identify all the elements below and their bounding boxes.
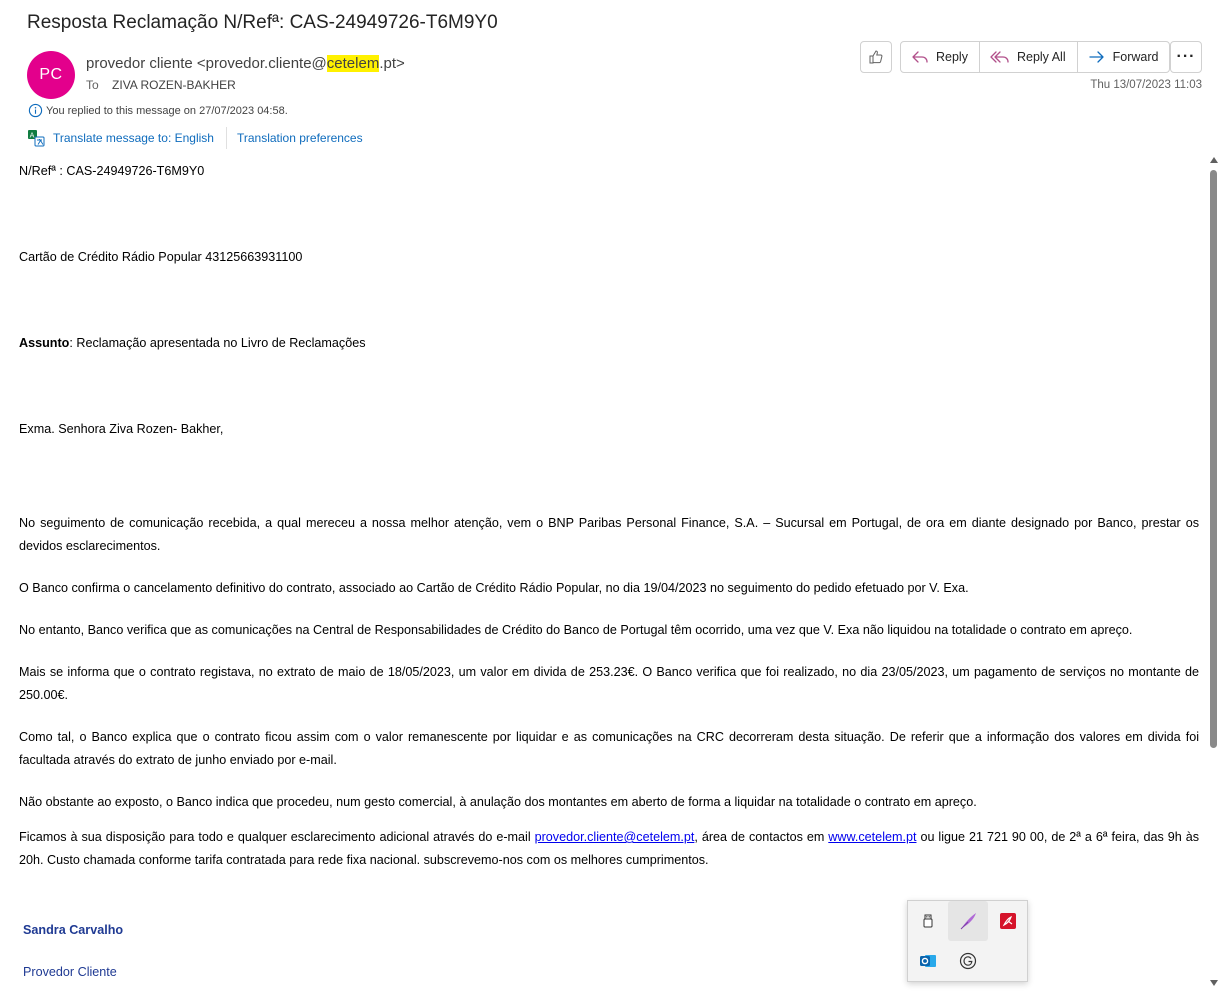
message-actions	[900, 41, 1170, 73]
paragraph: O Banco confirma o cancelamento definitivo do contrato, associado ao Cartão de Crédito Rádio Popular, no dia 19/04/2023 no seguimento do pedido efetuado por V. Exa.	[19, 581, 969, 595]
sender-address[interactable]	[86, 55, 405, 72]
forward-arrow-icon	[1088, 49, 1106, 65]
to-label: To	[86, 78, 99, 92]
usb-drive-icon[interactable]	[908, 901, 948, 941]
scroll-up-icon[interactable]	[1210, 157, 1218, 163]
reply-label: Reply	[936, 50, 968, 64]
forward-label: Forward	[1112, 50, 1159, 64]
signature-title: Provedor Cliente	[23, 965, 117, 979]
reference-line: N/Refª : CAS-24949726-T6M9Y0	[19, 164, 205, 178]
translation-bar	[27, 127, 363, 149]
subject-label: Assunto	[19, 336, 70, 350]
translate-icon	[27, 129, 45, 147]
reply-all-button[interactable]	[979, 42, 1077, 72]
paragraph: No seguimento de comunicação recebida, a qual mereceu a nossa melhor atenção, vem o BNP Paribas Personal Finance, S.A. – Sucursal em Portugal, de ora em diante designado por Banco, prestar os devidos esclarecimentos.	[19, 516, 1199, 553]
recipient-name[interactable]: ZIVA ROZEN-BAKHER	[112, 78, 236, 92]
received-date: Thu 13/07/2023 11:03	[1090, 79, 1202, 91]
contact-paragraph	[19, 826, 1199, 872]
replied-notice-text: You replied to this message on 27/07/2023 04:58.	[46, 104, 288, 117]
thumbs-up-icon	[868, 49, 884, 65]
tray-overflow-popup	[907, 900, 1028, 982]
forward-button[interactable]	[1077, 42, 1170, 72]
vertical-scrollbar[interactable]	[1207, 152, 1219, 991]
reply-all-icon	[990, 49, 1010, 65]
website-link[interactable]: www.cetelem.pt	[828, 830, 917, 844]
reply-icon	[911, 49, 929, 65]
email-body	[19, 160, 1199, 984]
more-actions-button[interactable]: ···	[1170, 41, 1202, 73]
paragraph: Como tal, o Banco explica que o contrato ficou assim com o valor remanescente por liquidar e as comunicações na CRC decorreram desta situação. De referir que a informação dos valores em divida foi facultada através do extrato de junho enviado por e-mail.	[19, 730, 1199, 767]
recipient-line	[86, 78, 236, 92]
translation-divider	[226, 127, 227, 149]
paragraph: Mais se informa que o contrato registava, no extrato de maio de 18/05/2023, um valor em divida de 253.23€. O Banco verifica que foi realizado, no dia 23/05/2023, um pagamento de serviços no montante de 250.00€.	[19, 665, 1199, 702]
translation-preferences-link[interactable]: Translation preferences	[236, 131, 363, 145]
replied-notice	[28, 103, 288, 118]
greeting: Exma. Senhora Ziva Rozen- Bakher,	[19, 422, 224, 436]
reply-all-label: Reply All	[1016, 50, 1066, 64]
scroll-thumb[interactable]	[1210, 170, 1217, 748]
outlook-icon[interactable]	[908, 941, 948, 981]
provider-email-link[interactable]: provedor.cliente@cetelem.pt	[534, 830, 695, 844]
pdf-reader-icon[interactable]	[988, 901, 1028, 941]
reply-button[interactable]	[901, 42, 979, 72]
grammarly-icon[interactable]	[948, 941, 988, 981]
svg-text:A: A	[29, 131, 35, 140]
contact-text: Ficamos à sua disposição para todo e qualquer esclarecimento adicional através do e-mail	[19, 830, 535, 844]
like-button[interactable]	[860, 41, 892, 73]
sender-address-prefix: provedor cliente <provedor.cliente@	[86, 55, 327, 72]
subject-text: : Reclamação apresentada no Livro de Reclamações	[69, 336, 366, 350]
sender-address-highlight: cetelem	[326, 55, 380, 72]
scroll-down-icon[interactable]	[1210, 980, 1218, 986]
subject-line	[19, 332, 1199, 355]
translate-message-link[interactable]: Translate message to: English	[53, 131, 214, 145]
sender-avatar[interactable]: PC	[27, 51, 75, 99]
email-subject: Resposta Reclamação N/Refª: CAS-24949726-T6M9Y0	[27, 12, 498, 33]
info-icon	[28, 103, 43, 118]
paragraph: No entanto, Banco verifica que as comunicações na Central de Responsabilidades de Crédito do Banco de Portugal têm ocorrido, uma vez que V. Exa não liquidou na totalidade o contrato em apreço.	[19, 623, 1133, 637]
card-line: Cartão de Crédito Rádio Popular 43125663931100	[19, 250, 303, 264]
feather-pen-icon[interactable]	[948, 901, 988, 941]
paragraph: Não obstante ao exposto, o Banco indica que procedeu, num gesto comercial, à anulação dos montantes em aberto de forma a liquidar na totalidade o contrato em apreço.	[19, 795, 977, 809]
sender-address-suffix: .pt>	[379, 55, 405, 72]
contact-text: , área de contactos em	[694, 830, 829, 844]
signature-name-text: Sandra Carvalho	[23, 923, 124, 937]
contact-text: ou ligue 21 721 90 00, de 2ª a 6ª feira, das 9h às 20h. Custo chamada conforme tarifa contratada para rede fixa nacional. subscrevemo-nos com os melhores cumprimentos.	[19, 830, 1200, 867]
